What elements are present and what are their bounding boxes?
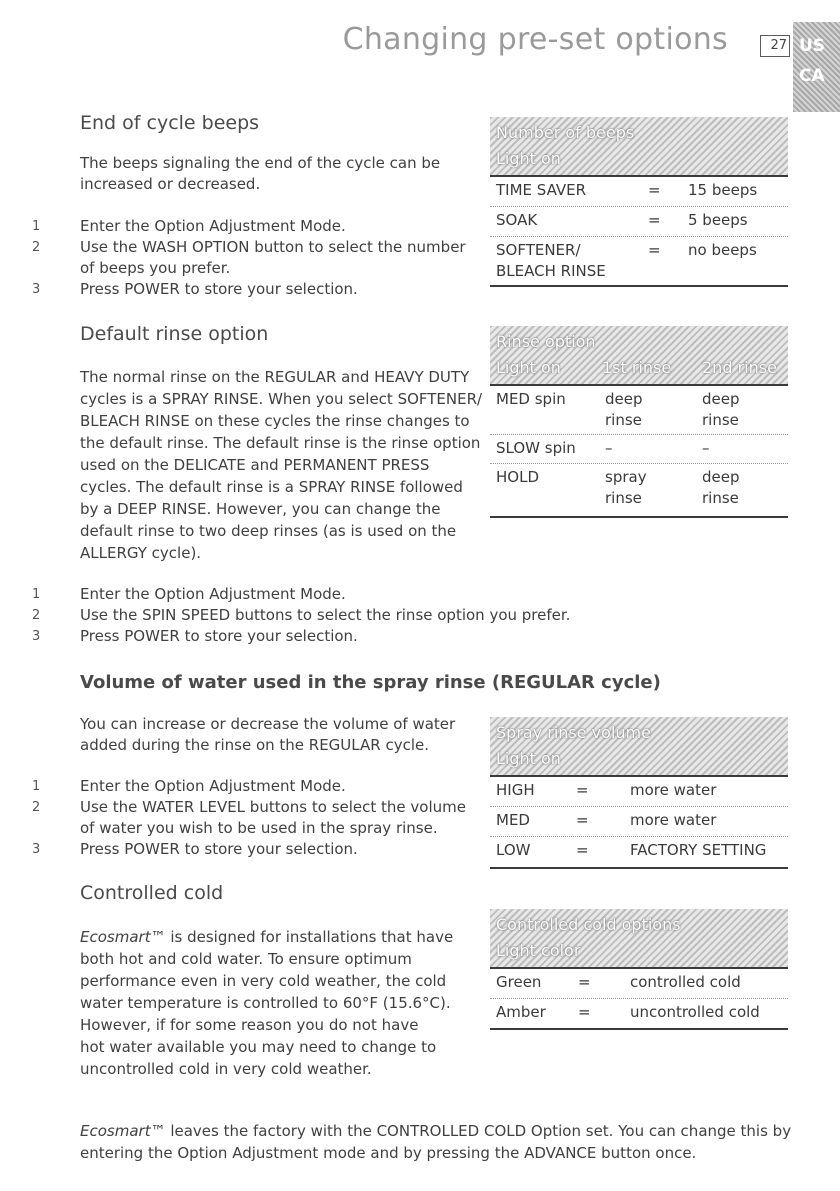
- region-us: US: [799, 36, 826, 56]
- cold-footer: Ecosmart™ leaves the factory with the CONTROLLED COLD Option set. You can change this by entering the Option Adjustment mode and by pressing the ADVANCE button once.: [80, 1122, 792, 1162]
- region-ca: CA: [799, 66, 825, 86]
- beeps-intro: The beeps signaling the end of the cycle can be increased or decreased.: [80, 154, 441, 193]
- cold-table: [490, 909, 788, 1030]
- page-number: 27: [760, 35, 790, 57]
- brand-name: Ecosmart™: [80, 928, 166, 946]
- step-2-cont: of beeps you prefer.: [80, 259, 231, 277]
- section-heading-beeps: End of cycle beeps: [80, 112, 260, 134]
- step-3: 3 Press POWER to store your selection.: [32, 627, 358, 645]
- section-heading-volume: Volume of water used in the spray rinse (REGULAR cycle): [80, 672, 661, 693]
- step-2-cont: of water you wish to be used in the spray rinse.: [80, 819, 438, 837]
- step-1: 1 Enter the Option Adjustment Mode.: [32, 585, 346, 603]
- table-row: HIGH = more water: [490, 777, 788, 807]
- table-header: Controlled cold options Light color: [490, 909, 788, 969]
- table-row: SLOW spin – –: [490, 435, 788, 464]
- section-heading-cold: Controlled cold: [80, 882, 224, 904]
- region-badge: [793, 22, 840, 112]
- beeps-steps: [32, 216, 466, 300]
- step-2: 2 Use the WATER LEVEL buttons to select the volume: [32, 798, 466, 816]
- beeps-table: [490, 117, 788, 287]
- table-row: SOAK = 5 beeps: [490, 207, 788, 237]
- step-1: 1 Enter the Option Adjustment Mode.: [32, 777, 346, 795]
- table-row: MED spin deep rinse deep rinse: [490, 386, 788, 435]
- table-header: Number of beeps Light on: [490, 117, 788, 177]
- step-3: 3 Press POWER to store your selection.: [32, 280, 358, 298]
- step-2: 2 Use the WASH OPTION button to select the number: [32, 238, 466, 256]
- page-title: Changing pre-set options: [342, 22, 728, 57]
- step-2: 2 Use the SPIN SPEED buttons to select the rinse option you prefer.: [32, 606, 571, 624]
- table-row: LOW = FACTORY SETTING: [490, 837, 788, 869]
- brand-name: Ecosmart™: [80, 1122, 166, 1140]
- table-row: Green = controlled cold: [490, 969, 788, 999]
- table-row: MED = more water: [490, 807, 788, 837]
- table-row: SOFTENER/ BLEACH RINSE = no beeps: [490, 237, 788, 287]
- rinse-table: [490, 326, 788, 518]
- table-header: Spray rinse volume Light on: [490, 717, 788, 777]
- table-row: HOLD spray rinse deep rinse: [490, 464, 788, 518]
- volume-intro: You can increase or decrease the volume of water added during the rinse on the REGULAR cycle.: [80, 715, 456, 754]
- table-row: Amber = uncontrolled cold: [490, 999, 788, 1030]
- cold-intro: Ecosmart™ is designed for installations that have both hot and cold water. To ensure optimum performance even in very cold weather, the cold water temperature is controlled to 60°F (15.6°C). However, if for some reason you do not have hot water available you may need to change to uncontrolled cold in very cold weather.: [80, 928, 454, 1078]
- section-heading-rinse: Default rinse option: [80, 323, 269, 345]
- table-row: TIME SAVER = 15 beeps: [490, 177, 788, 207]
- step-3: 3 Press POWER to store your selection.: [32, 840, 358, 858]
- rinse-steps: [32, 584, 571, 647]
- spray-table: [490, 717, 788, 869]
- rinse-intro: The normal rinse on the REGULAR and HEAVY DUTY cycles is a SPRAY RINSE. When you select SOFTENER/ BLEACH RINSE on these cycles the rinse changes to the default rinse. The default rinse is the rinse option used on the DELICATE and PERMANENT PRESS cycles. The default rinse is a SPRAY RINSE followed by a DEEP RINSE. However, you can change the default rinse to two deep rinses (as is used on the ALLERGY cycle).: [80, 368, 483, 562]
- step-1: 1 Enter the Option Adjustment Mode.: [32, 217, 346, 235]
- table-header: Rinse option Light on 1st rinse 2nd rinse: [490, 326, 788, 386]
- volume-steps: [32, 776, 466, 860]
